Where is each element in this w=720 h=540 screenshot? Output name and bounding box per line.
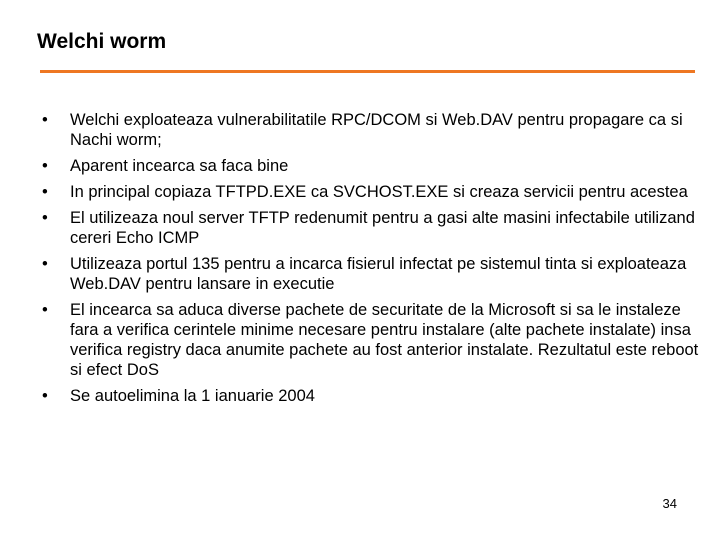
- bullet-text: Utilizeaza portul 135 pentru a incarca fisierul infectat pe sistemul tinta si exploateaza Web.DAV pentru lansare in executie: [70, 255, 687, 293]
- bullet-item: [0, 254, 700, 294]
- title-underline: [40, 70, 695, 73]
- bullet-text: Se autoelimina la 1 ianuarie 2004: [70, 387, 315, 405]
- bullet-dot-icon: •: [42, 183, 48, 201]
- bullet-dot-icon: •: [42, 111, 48, 129]
- bullet-text: El utilizeaza noul server TFTP redenumit pentru a gasi alte masini infectabile utilizand cereri Echo ICMP: [70, 209, 695, 247]
- bullet-dot-icon: •: [42, 209, 48, 227]
- slide-title: Welchi worm: [37, 30, 167, 53]
- bullet-item: [0, 110, 700, 150]
- bullet-text: Welchi exploateaza vulnerabilitatile RPC/DCOM si Web.DAV pentru propagare ca si Nachi worm;: [70, 111, 683, 149]
- bullet-dot-icon: •: [42, 255, 48, 273]
- bullet-list: [0, 110, 700, 412]
- bullet-item: [0, 208, 700, 248]
- bullet-dot-icon: •: [42, 157, 48, 175]
- bullet-item: [0, 300, 700, 380]
- bullet-text: El incearca sa aduca diverse pachete de securitate de la Microsoft si sa le instaleze fara a verifica cerintele minime necesare pentru instalare (alte pachete instalate) insa verifica registry daca anumite pachete au fost anterior instalate. Rezultatul este reboot si efect DoS: [70, 301, 699, 379]
- page-number: 34: [662, 496, 677, 511]
- bullet-item: [0, 182, 700, 202]
- bullet-dot-icon: •: [42, 301, 48, 319]
- bullet-item: [0, 386, 700, 406]
- bullet-dot-icon: •: [42, 387, 48, 405]
- bullet-item: [0, 156, 700, 176]
- bullet-text: Aparent incearca sa faca bine: [70, 157, 289, 175]
- bullet-text: In principal copiaza TFTPD.EXE ca SVCHOST.EXE si creaza servicii pentru acestea: [70, 183, 688, 201]
